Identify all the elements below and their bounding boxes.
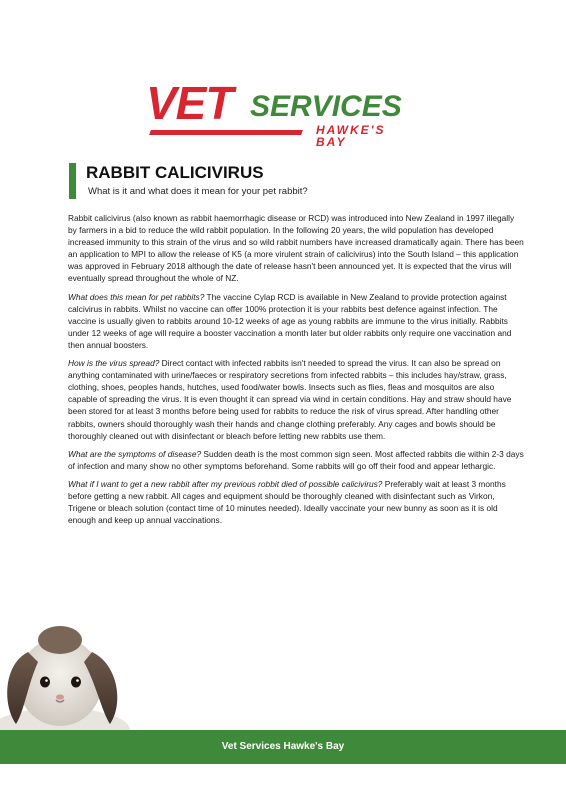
document-body bbox=[68, 212, 524, 532]
paragraph-question: What if I want to get a new rabbit after my previous robbit died of possible calicivirus? bbox=[68, 478, 383, 489]
paragraph-spread bbox=[68, 357, 524, 442]
rabbit-photo bbox=[0, 612, 140, 734]
paragraph-text: Preferably wait at least 3 months before getting a new rabbit. All cages and equipment should be thoroughly cleaned with disinfectant such as Virkon, Trigene or bleach solution (contact time of 10 minutes needed). Ideally vaccinate your new bunny as soon as it is old enough and keep up annual vaccinations. bbox=[68, 478, 506, 526]
paragraph-question: What are the symptoms of disease? bbox=[68, 448, 202, 459]
logo-vet-text: VET bbox=[146, 77, 233, 129]
page-subtitle: What is it and what does it mean for your pet rabbit? bbox=[88, 186, 308, 197]
paragraph-text: Rabbit calicivirus (also known as rabbit haemorrhagic disease or RCD) was introduced into New Zealand in 1997 illegally by farmers in a bid to reduce the wild rabbit population. In the following 20 years, the wild population has developed increased immunity to this strain of the virus and so wild rabbit numbers have increased dramatically again. There has been an application to MPI to allow the release of K5 (a more virulent strain of calicivirus) into the South Island – this application was approved in February 2018 although the date of release hasn't been announced yet. It is expected that the virus will eventually spread throughout the whole of NZ. bbox=[68, 213, 524, 284]
paragraph-pet-rabbits bbox=[68, 291, 524, 351]
paragraph-question: What does this mean for pet rabbits? bbox=[68, 291, 205, 302]
footer-text: Vet Services Hawke's Bay bbox=[221, 741, 345, 752]
logo-services-text: SERVICES bbox=[250, 90, 402, 123]
paragraph-question: How is the virus spread? bbox=[68, 358, 160, 369]
paragraph-text: Sudden death is the most common sign seen. Most affected rabbits die within 2-3 days of infection and many show no other symptoms beforehand. Some rabbits will go off their food and appear lethargic. bbox=[68, 448, 524, 471]
paragraph-intro bbox=[68, 212, 524, 285]
paragraph-text: Direct contact with infected rabbits isn't needed to spread the virus. It can also be spread on anything contaminated with urine/faeces or respiratory secretions from infected rabbits – this includes hay/straw, grass, clothing, shoes, peoples hands, hutches, used food/water bowls. Insects such as flies, fleas and mosquitos are also capable of spreading the virus. It is even thought it can spread via wind in certain conditions. Hay and straw should have been stored for at least 3 months before being used for rabbits to reduce the risk of virus spread. After handling other rabbits, owners should thoroughly wash their hands and change clothing preferably. Any cages and bowls should be thoroughly cleaned out with disinfectant or bleach before letting new rabbits use them. bbox=[68, 358, 512, 441]
paragraph-symptoms bbox=[68, 448, 524, 472]
logo-region-text: HAWKE'S BAY bbox=[316, 123, 386, 149]
paragraph-text: The vaccine Cylap RCD is available in New Zealand to provide protection against calcivirus in rabbits. Whilst no vaccine can offer 100% protection it is your rabbits best defence against infection. The vaccine is usually given to rabbits around 10-12 weeks of age as young rabbits are immune to the virus initially. Rabbits under 12 weeks of age will require a booster vaccination a month later but older rabbits only require one vaccination and then annual boosters. bbox=[68, 291, 512, 350]
paragraph-new-rabbit bbox=[68, 478, 524, 526]
title-accent-bar bbox=[69, 163, 76, 199]
logo-underline bbox=[149, 130, 303, 135]
vet-services-logo bbox=[146, 77, 416, 149]
page-title: RABBIT CALICIVIRUS bbox=[86, 163, 264, 182]
